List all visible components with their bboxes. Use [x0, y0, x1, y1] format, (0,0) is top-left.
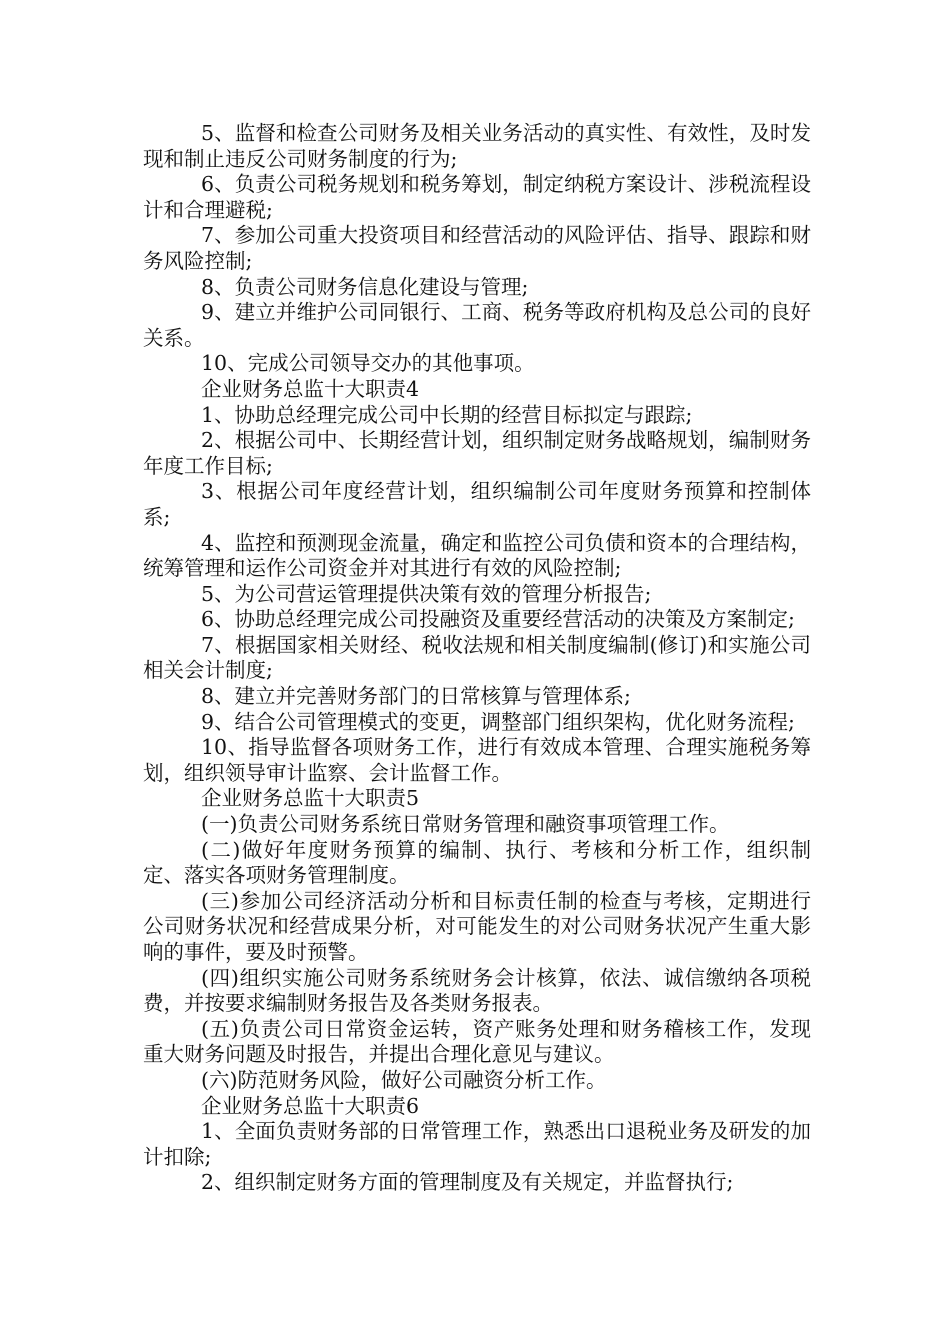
paragraph: 6、协助总经理完成公司投融资及重要经营活动的决策及方案制定; — [201, 607, 795, 632]
paragraph: 8、建立并完善财务部门的日常核算与管理体系; — [201, 684, 631, 709]
paragraph: (六)防范财务风险，做好公司融资分析工作。 — [201, 1067, 607, 1092]
paragraph: 10、指导监督各项财务工作，进行有效成本管理、合理实施税务筹划，组织领导审计监察、会计监督工作。 — [143, 735, 811, 785]
paragraph: 7、根据国家相关财经、税收法规和相关制度编制(修订)和实施公司相关会计制度; — [143, 632, 811, 683]
paragraph: 8、负责公司财务信息化建设与管理; — [201, 274, 529, 299]
paragraph: 1、全面负责财务部的日常管理工作，熟悉出口退税业务及研发的加计扣除; — [143, 1119, 811, 1169]
paragraph: 2、根据公司中、长期经营计划，组织制定财务战略规划，编制财务年度工作目标; — [143, 428, 811, 478]
paragraph: (二)做好年度财务预算的编制、执行、考核和分析工作，组织制定、落实各项财务管理制度。 — [143, 837, 811, 888]
paragraph: 9、结合公司管理模式的变更，调整部门组织架构，优化财务流程; — [201, 709, 795, 734]
section-heading: 企业财务总监十大职责6 — [201, 1093, 420, 1118]
paragraph: 2、组织制定财务方面的管理制度及有关规定，并监督执行; — [201, 1170, 734, 1195]
document-page — [143, 121, 811, 1196]
section-heading: 企业财务总监十大职责4 — [201, 376, 420, 401]
paragraph: (一)负责公司财务系统日常财务管理和融资事项管理工作。 — [201, 812, 730, 837]
paragraph: 4、监控和预测现金流量，确定和监控公司负债和资本的合理结构，统筹管理和运作公司资金并对其进行有效的风险控制; — [143, 530, 811, 581]
paragraph: (三)参加公司经济活动分析和目标责任制的检查与考核，定期进行公司财务状况和经营成果分析，对可能发生的对公司财务状况产生重大影响的事件，要及时预警。 — [143, 888, 811, 964]
paragraph: 6、负责公司税务规划和税务筹划，制定纳税方案设计、涉税流程设计和合理避税; — [143, 172, 811, 222]
paragraph: 5、为公司营运管理提供决策有效的管理分析报告; — [201, 581, 652, 606]
paragraph: 1、协助总经理完成公司中长期的经营目标拟定与跟踪; — [201, 402, 693, 427]
paragraph: 10、完成公司领导交办的其他事项。 — [201, 351, 535, 376]
paragraph: (五)负责公司日常资金运转，资产账务处理和财务稽核工作，发现重大财务问题及时报告，并提出合理化意见与建议。 — [143, 1016, 811, 1067]
paragraph: (四)组织实施公司财务系统财务会计核算，依法、诚信缴纳各项税费，并按要求编制财务报告及各类财务报表。 — [143, 965, 811, 1016]
paragraph: 9、建立并维护公司同银行、工商、税务等政府机构及总公司的良好关系。 — [143, 300, 811, 350]
paragraph: 5、监督和检查公司财务及相关业务活动的真实性、有效性，及时发现和制止违反公司财务制度的行为; — [143, 121, 811, 171]
section-heading: 企业财务总监十大职责5 — [201, 786, 420, 811]
paragraph: 3、根据公司年度经营计划，组织编制公司年度财务预算和控制体系; — [143, 479, 811, 529]
paragraph: 7、参加公司重大投资项目和经营活动的风险评估、指导、跟踪和财务风险控制; — [143, 223, 811, 273]
